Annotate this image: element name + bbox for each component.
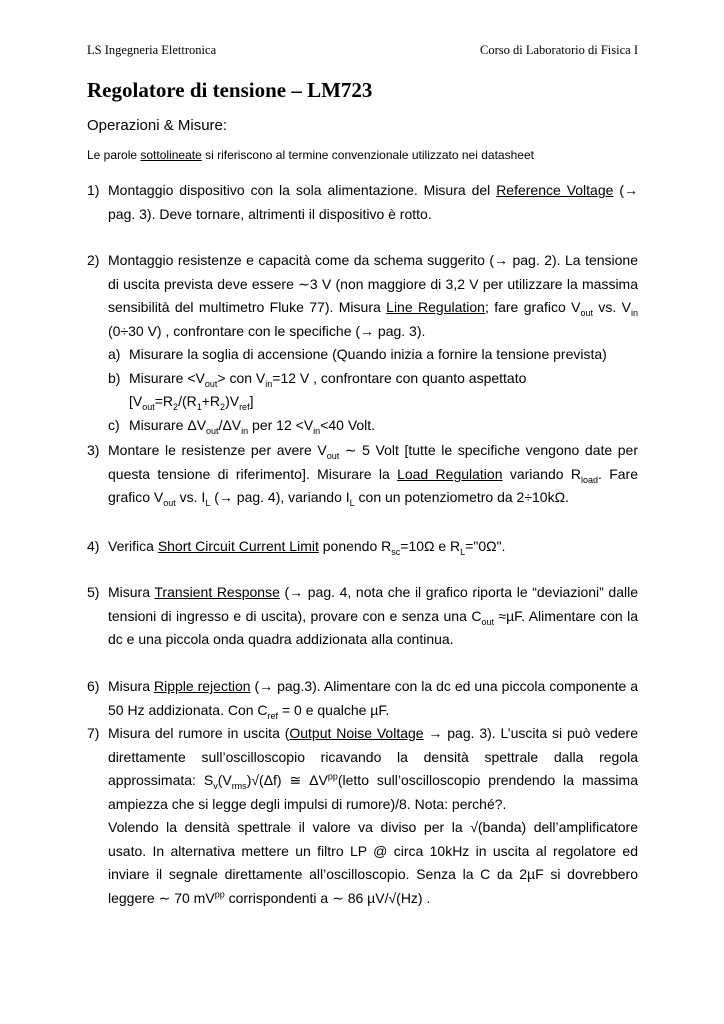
item-text: variando R (502, 465, 581, 482)
list-item-4 (87, 535, 638, 559)
note-text: Le parole (87, 148, 141, 162)
subscript: out (481, 616, 494, 627)
subscript: out (580, 307, 593, 318)
sub-text: /ΔV (218, 416, 242, 433)
sub-text: Misurare <V (129, 369, 205, 386)
header-right: Corso di Laboratorio di Fisica I (480, 43, 638, 57)
page-title: Regolatore di tensione – LM723 (87, 78, 373, 102)
sub-text: Misurare ΔV (129, 416, 207, 433)
superscript: pp (327, 771, 338, 782)
subscript: out (204, 378, 218, 389)
sub-text: =12 V , confrontare con quanto aspettato [V (129, 369, 527, 409)
item-text: (0÷30 V) , confrontare con le specifiche (→ pag. 3). (108, 322, 426, 339)
item-text: → pag. 3). L’uscita si può vedere direttamente sull’oscilloscopio ricavando la densità spettrale dalla regola approssimata: S (108, 725, 638, 788)
item-text: Misura (108, 678, 154, 694)
sub-label: b) (108, 369, 121, 386)
subscript: ref (239, 401, 250, 412)
subscript: sc (391, 546, 401, 557)
subscript: L (460, 546, 466, 557)
sub-text: ] (249, 393, 254, 409)
list-item-1 (87, 179, 638, 226)
subscript: rms (231, 780, 247, 791)
subscript: load (580, 474, 598, 485)
section-subtitle: Operazioni & Misure: (87, 117, 228, 134)
header-left: LS Ingegneria Elettronica (87, 43, 217, 57)
sub-item-c (108, 414, 638, 438)
sub-text: +R (201, 393, 221, 409)
item-text: (→ pag. 4, nota che il grafico riporta le “deviazioni” dalle tensioni di ingresso e di uscita), provare con e senza una C (108, 584, 638, 624)
subscript: 2 (173, 401, 179, 412)
subscript: L (349, 497, 355, 508)
item-number: 7) (87, 725, 100, 741)
list-item-7 (87, 722, 638, 816)
item-text: . Fare grafico V (108, 465, 638, 505)
sub-text: per 12 <V (248, 416, 314, 433)
list-item-2 (87, 249, 638, 437)
item-number: 3) (87, 442, 100, 458)
sub-text: Misurare la soglia di accensione (Quando inizia a fornire la tensione prevista) (129, 346, 607, 362)
item-text: (→ pag. 4), variando I (210, 489, 350, 505)
item-text: (letto sull’oscilloscopio prendendo la massima ampiezza che si legge degli impulsi di rumore)/8. Nota: perché?. (108, 772, 638, 812)
item-text: )√(Δf) ≅ ΔV (246, 772, 328, 788)
item-text: ; fare grafico V (484, 299, 581, 315)
sub-text: =R (154, 393, 174, 409)
subscript: L (205, 497, 211, 508)
subscript: out (142, 401, 155, 412)
term-load-regulation: Load Regulation (397, 465, 503, 482)
list-item-6 (87, 675, 638, 910)
term-reference-voltage: Reference Voltage (496, 182, 614, 198)
item-text: ="0Ω". (465, 538, 506, 554)
subscript: in (630, 307, 638, 318)
item-text: con un potenziometro da 2÷10kΩ. (354, 489, 569, 505)
item-text: vs. I (175, 489, 206, 505)
term-transient-response: Transient Response (154, 584, 280, 600)
sub-text: <40 Volt. (320, 416, 376, 433)
sub-label: c) (108, 416, 120, 433)
subscript: v (213, 780, 218, 791)
item-text: Misura del rumore in uscita ( (108, 725, 290, 741)
item-number: 1) (87, 182, 100, 198)
item-number: 6) (87, 678, 100, 694)
item-text: =10Ω e R (400, 538, 461, 554)
sub-item-a (108, 343, 638, 367)
list-item-7-continuation (87, 816, 638, 910)
term-short-circuit-current-limit: Short Circuit Current Limit (157, 538, 319, 554)
subscript: out (163, 497, 176, 508)
note-underlined: sottolineate (140, 148, 202, 162)
list-item-5 (87, 581, 638, 652)
subscript: in (265, 378, 273, 389)
sub-label: a) (108, 346, 121, 362)
item-text: Volendo la densità spettrale il valore va diviso per la √(banda) dell’amplificatore usato. In alternativa mettere un filtro LP @ circa 10kHz in uscita al regolatore ed inviare il segnale direttamente all’oscilloscopio. Senza la C da 2µF si dovrebbero leggere ∼ 70 mV (108, 819, 638, 906)
item-text: Montaggio resistenze e capacità come da schema suggerito (→ pag. 2). La tensione di uscita prevista deve essere ∼3 V (non maggiore di 3,2 V per utilizzare la massima sensibilità del multimetro Fluke 77). Misura (108, 252, 638, 315)
subscript: in (313, 425, 321, 436)
subscript: out (206, 425, 219, 436)
sub-text: > con V (217, 369, 266, 386)
item-number: 5) (87, 584, 100, 600)
item-number: 2) (87, 252, 100, 268)
item-text: (→ pag. 3). Deve tornare, altrimenti il dispositivo è rotto. (108, 182, 638, 222)
item-text: ∼ 5 Volt [tutte le specifiche vengono date per questa tensione di riferimento]. Misurare la (108, 442, 638, 482)
term-output-noise-voltage: Output Noise Voltage (289, 725, 424, 741)
subscript: 1 (196, 401, 202, 412)
item-text: vs. V (592, 299, 631, 315)
item-text: Misura (108, 584, 155, 600)
underline-note (87, 148, 534, 162)
item-text: Verifica (108, 538, 158, 554)
sub-item-b (108, 367, 638, 414)
sub-text: )V (225, 393, 240, 409)
item-text: (V (217, 772, 232, 788)
item-text: (→ pag.3). Alimentare con la dc ed una piccola componente a 50 Hz addizionata. Con C (108, 678, 638, 718)
subscript: 2 (220, 401, 226, 412)
sub-text: /(R (178, 393, 197, 409)
item-text: ponendo R (318, 538, 392, 554)
subscript: ref (267, 710, 279, 721)
item-number: 4) (87, 538, 100, 554)
item-text: Montare le resistenze per avere V (108, 442, 327, 458)
item-text: ≈µF. Alimentare con la dc e una piccola onda quadra addizionata alla continua. (108, 607, 638, 647)
superscript: pp (214, 888, 225, 899)
subscript: in (241, 425, 249, 436)
note-text: si riferiscono al termine convenzionale utilizzato nei datasheet (201, 148, 534, 162)
item-text: corrispondenti a ∼ 86 µV/√(Hz) . (224, 889, 431, 906)
term-line-regulation: Line Regulation (386, 299, 485, 315)
list-item-3 (87, 439, 638, 510)
item-text: Montaggio dispositivo con la sola alimentazione. Misura del (108, 182, 497, 198)
term-ripple-rejection: Ripple rejection (153, 678, 251, 694)
subscript: out (326, 450, 340, 461)
item-text: = 0 e qualche µF. (278, 701, 390, 718)
